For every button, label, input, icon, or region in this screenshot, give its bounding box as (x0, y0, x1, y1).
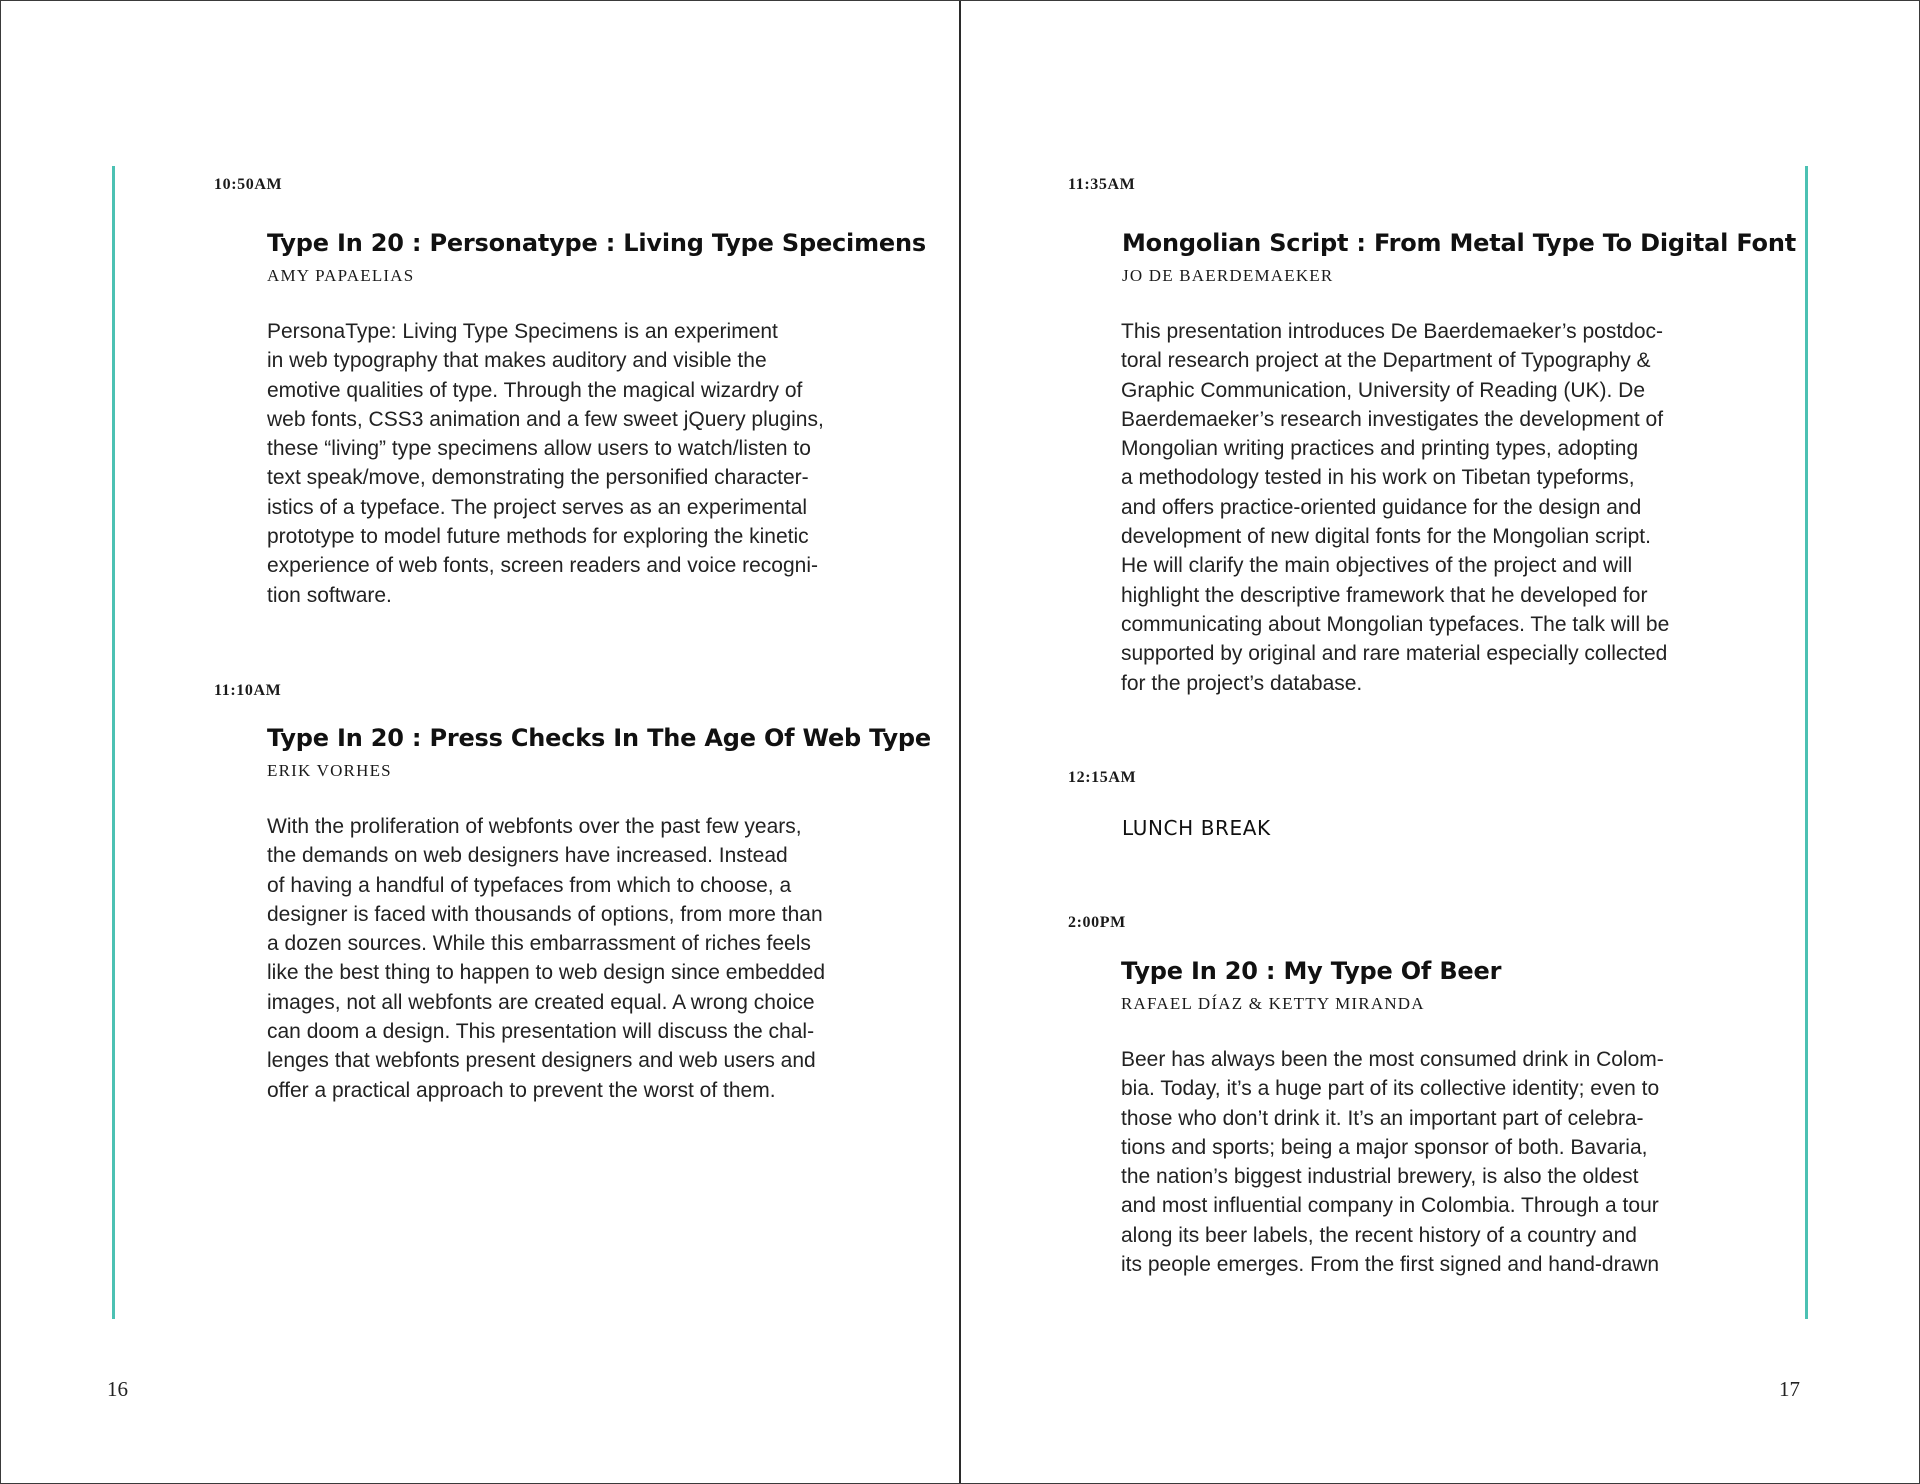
description-line: communicating about Mongolian typefaces. The talk will be (1121, 612, 1670, 636)
description-line: for the project’s database. (1121, 671, 1363, 695)
session-time: 11:10AM (214, 682, 282, 699)
description-line: With the proliferation of webfonts over the past few years, (267, 815, 802, 838)
session-time: 11:35AM (1068, 176, 1136, 193)
description-line: toral research project at the Department of Typography & (1121, 349, 1651, 373)
left-page (1, 1, 960, 1484)
description-line: a methodology tested in his work on Tibetan typeforms, (1121, 466, 1635, 490)
description-line: text speak/move, demonstrating the personified character- (267, 466, 809, 490)
description-line: in web typography that makes auditory and visible the (267, 349, 767, 373)
description-line: lenges that webfonts present designers and web users and (267, 1049, 816, 1073)
description-line: of having a handful of typefaces from which to choose, a (267, 873, 792, 897)
right-page (961, 1, 1920, 1484)
description-line: its people emerges. From the first signed and hand-drawn (1121, 1253, 1660, 1277)
session-title: Mongolian Script : From Metal Type To Digital Font (1122, 229, 1796, 257)
description-line: Baerdemaeker’s research investigates the development of (1121, 407, 1664, 431)
description-line: tion software. (267, 583, 392, 607)
session-speaker: AMY PAPAELIAS (267, 266, 415, 285)
page-number: 17 (1779, 1377, 1800, 1401)
session-title: Type In 20 : Press Checks In The Age Of Web Type (267, 724, 931, 752)
description-line: images, not all webfonts are created equal. A wrong choice (267, 990, 815, 1014)
page-number: 16 (107, 1377, 128, 1401)
session-description (267, 812, 825, 1105)
session-time: 2:00PM (1068, 914, 1126, 931)
description-line: these “living” type specimens allow users to watch/listen to (267, 437, 811, 461)
description-line: Graphic Communication, University of Reading (UK). De (1121, 378, 1646, 402)
session-speaker: RAFAEL DÍAZ & KETTY MIRANDA (1121, 994, 1425, 1013)
description-line: supported by original and rare material especially collected (1121, 642, 1668, 666)
description-line: development of new digital fonts for the Mongolian script. (1121, 525, 1651, 549)
description-line: prototype to model future methods for exploring the kinetic (267, 525, 809, 549)
description-line: highlight the descriptive framework that he developed for (1121, 583, 1648, 607)
session-time: 10:50AM (214, 176, 283, 193)
description-line: offer a practical approach to prevent the worst of them. (267, 1078, 776, 1102)
session-speaker: JO DE BAERDEMAEKER (1122, 266, 1334, 285)
session-description (267, 317, 824, 610)
description-line: He will clarify the main objectives of the project and will (1121, 554, 1633, 578)
description-line: istics of a typeface. The project serves as an experimental (267, 495, 808, 519)
description-line: This presentation introduces De Baerdemaeker’s postdoc- (1121, 320, 1664, 343)
description-line: and most influential company in Colombia. Through a tour (1121, 1194, 1659, 1218)
description-line: web fonts, CSS3 animation and a few sweet jQuery plugins, (267, 407, 824, 431)
description-line: Beer has always been the most consumed drink in Colom- (1121, 1048, 1664, 1071)
description-line: a dozen sources. While this embarrassment of riches feels (267, 932, 811, 956)
description-line: the nation’s biggest industrial brewery, is also the oldest (1121, 1165, 1639, 1189)
description-line: bia. Today, it’s a huge part of its collective identity; even to (1121, 1077, 1660, 1101)
accent-rule-left (112, 166, 115, 1319)
session-title: Type In 20 : Personatype : Living Type Specimens (267, 229, 926, 257)
session-description (1121, 317, 1669, 698)
description-line: the demands on web designers have increased. Instead (267, 844, 788, 868)
description-line: and offers practice-oriented guidance for the design and (1121, 495, 1642, 519)
description-line: can doom a design. This presentation will discuss the chal- (267, 1020, 815, 1044)
session-time: 12:15AM (1068, 769, 1137, 786)
session-speaker: ERIK VORHES (267, 761, 392, 780)
description-line: those who don’t drink it. It’s an important part of celebra- (1121, 1106, 1644, 1130)
description-line: Mongolian writing practices and printing types, adopting (1121, 437, 1639, 461)
description-line: PersonaType: Living Type Specimens is an experiment (267, 320, 778, 343)
session-description (1121, 1045, 1664, 1279)
description-line: tions and sports; being a major sponsor of both. Bavaria, (1121, 1135, 1648, 1159)
accent-rule-right (1805, 166, 1808, 1319)
description-line: like the best thing to happen to web design since embedded (267, 961, 826, 985)
description-line: emotive qualities of type. Through the magical wizardry of (267, 378, 803, 402)
lunch-break-label: LUNCH BREAK (1122, 816, 1271, 840)
description-line: designer is faced with thousands of options, from more than (267, 902, 823, 926)
description-line: along its beer labels, the recent history of a country and (1121, 1223, 1637, 1247)
description-line: experience of web fonts, screen readers and voice recogni- (267, 554, 818, 578)
session-title: Type In 20 : My Type Of Beer (1121, 957, 1502, 985)
